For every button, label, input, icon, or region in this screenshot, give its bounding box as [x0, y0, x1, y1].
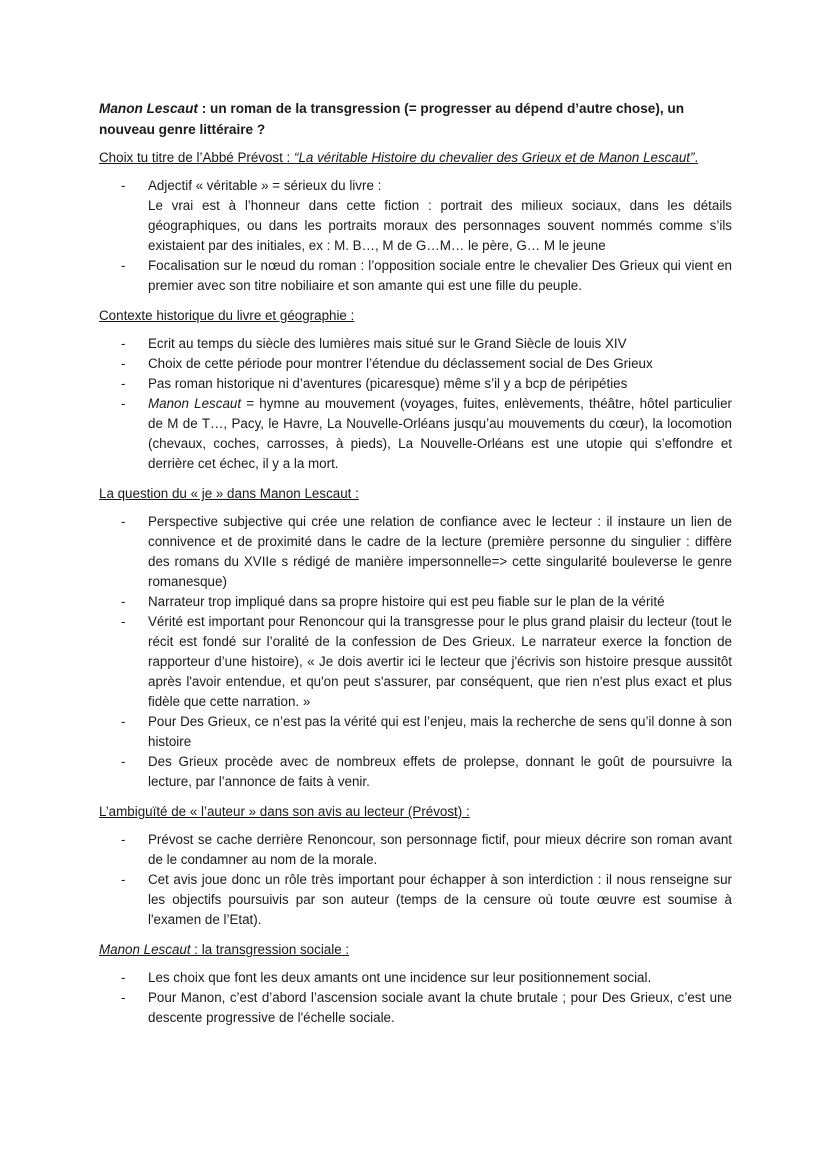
- item-continuation: Le vrai est à l’honneur dans cette fiction : portrait des milieux sociaux, dans les détails géographiques, ou dans les portraits moraux des personnages souvent nommés comme s’ils existaient par des initiales, ex : M. B…, M de G…M… le père, G… M le jeune: [148, 198, 732, 253]
- list-item: [99, 374, 732, 394]
- section-heading: [99, 940, 732, 960]
- title-italic: Manon Lescaut: [99, 101, 198, 116]
- item-text: Des Grieux procède avec de nombreux effets de prolepse, donnant le goût de poursuivre la lecture, par l’annonce de faits à venir.: [148, 754, 732, 789]
- title-text: : un roman de la transgression (= progresser au dépend d’autre chose), un nouveau genre littéraire ?: [99, 101, 685, 137]
- bullet-list: [99, 830, 732, 930]
- list-item: [99, 512, 732, 592]
- bullet-list: [99, 512, 732, 792]
- section-heading: L’ambiguïté de « l’auteur » dans son avis au lecteur (Prévost) :: [99, 804, 470, 819]
- heading-tail: : la transgression sociale :: [190, 942, 350, 957]
- list-item: [99, 176, 732, 256]
- section-title-choice: [99, 148, 732, 296]
- list-item: [99, 830, 732, 870]
- item-text: Focalisation sur le nœud du roman : l’opposition sociale entre le chevalier Des Grieux qui vient en premier avec son titre nobiliaire et son amante qui est une fille du peuple.: [148, 258, 732, 293]
- section-heading: [99, 148, 732, 168]
- list-item: [99, 592, 732, 612]
- item-lead-italic: Manon Lescaut: [148, 396, 242, 411]
- item-text: Ecrit au temps du siècle des lumières mais situé sur le Grand Siècle de louis XIV: [148, 336, 627, 351]
- bullet-list: [99, 334, 732, 474]
- item-text: Narrateur trop impliqué dans sa propre histoire qui est peu fiable sur le plan de la vérité: [148, 594, 665, 609]
- document-page: [99, 98, 732, 1038]
- list-item: [99, 394, 732, 474]
- list-item: [99, 354, 732, 374]
- list-item: [99, 712, 732, 752]
- section-heading: La question du « je » dans Manon Lescaut :: [99, 486, 359, 501]
- list-item: [99, 256, 732, 296]
- section-social-transgression: [99, 940, 732, 1028]
- item-text: = hymne au mouvement (voyages, fuites, enlèvements, théâtre, hôtel particulier de M de T…, Pacy, le Havre, La Nouvelle-Orléans jusqu’au mouvements du cœur), la locomotion (chevaux, coches, carrosses, à pieds), La Nouvelle-Orléans est une utopie qui s’effondre et derrière cet échec, il y a la mort.: [148, 396, 732, 471]
- heading-italic: Manon Lescaut: [99, 942, 191, 957]
- section-je-question: [99, 484, 732, 792]
- item-text: Pour Manon, c’est d’abord l’ascension sociale avant la chute brutale ; pour Des Grieux, c’est une descente progressive de l'échelle sociale.: [148, 990, 732, 1025]
- section-historical-context: [99, 306, 732, 474]
- heading-plain: Choix tu titre de l’Abbé Prévost :: [99, 150, 295, 165]
- section-author-ambiguity: [99, 802, 732, 930]
- item-text: Prévost se cache derrière Renoncour, son personnage fictif, pour mieux décrire son roman avant de le condamner au nom de la morale.: [148, 832, 732, 867]
- list-item: [99, 612, 732, 712]
- item-text: Vérité est important pour Renoncour qui la transgresse pour le plus grand plaisir du lecteur (tout le récit est fondé sur l’oralité de la confession de Des Grieux. Le narrateur exerce la fonction de rapporteur d’une histoire), « Je dois avertir ici le lecteur que j'écrivis son histoire presque aussitôt après l'avoir entendue, et qu'on peut s'assurer, par conséquent, que rien n'est plus exact et plus fidèle que cette narration. »: [148, 614, 732, 709]
- list-item: [99, 988, 732, 1028]
- heading-italic: “La véritable Histoire du chevalier des Grieux et de Manon Lescaut”: [294, 150, 695, 165]
- item-text: Les choix que font les deux amants ont une incidence sur leur positionnement social.: [148, 970, 652, 985]
- item-text: Pour Des Grieux, ce n’est pas la vérité qui est l’enjeu, mais la recherche de sens qu’il donne à son histoire: [148, 714, 732, 749]
- list-item: [99, 870, 732, 930]
- document-title: [99, 98, 732, 140]
- item-text: Pas roman historique ni d’aventures (picaresque) même s’il y a bcp de péripéties: [148, 376, 628, 391]
- item-text: Cet avis joue donc un rôle très important pour échapper à son interdiction : il nous renseigne sur les objectifs poursuivis par son auteur (temps de la censure où toute œuvre est soumise à l'examen de l’Etat).: [148, 872, 732, 927]
- bullet-list: [99, 176, 732, 296]
- list-item: [99, 334, 732, 354]
- item-text: Adjectif « véritable » = sérieux du livre :: [148, 178, 382, 193]
- list-item: [99, 968, 732, 988]
- heading-tail: .: [694, 150, 699, 165]
- item-text: Perspective subjective qui crée une relation de confiance avec le lecteur : il instaure un lien de connivence et de proximité dans le cadre de la lecture (première personne du singulier : diffère des romans du XVIIe s rédigé de manière impersonnelle=> cette singularité bouleverse le genre romanesque): [148, 514, 732, 589]
- bullet-list: [99, 968, 732, 1028]
- section-heading: Contexte historique du livre et géographie :: [99, 308, 355, 323]
- list-item: [99, 752, 732, 792]
- item-text: Choix de cette période pour montrer l’étendue du déclassement social de Des Grieux: [148, 356, 653, 371]
